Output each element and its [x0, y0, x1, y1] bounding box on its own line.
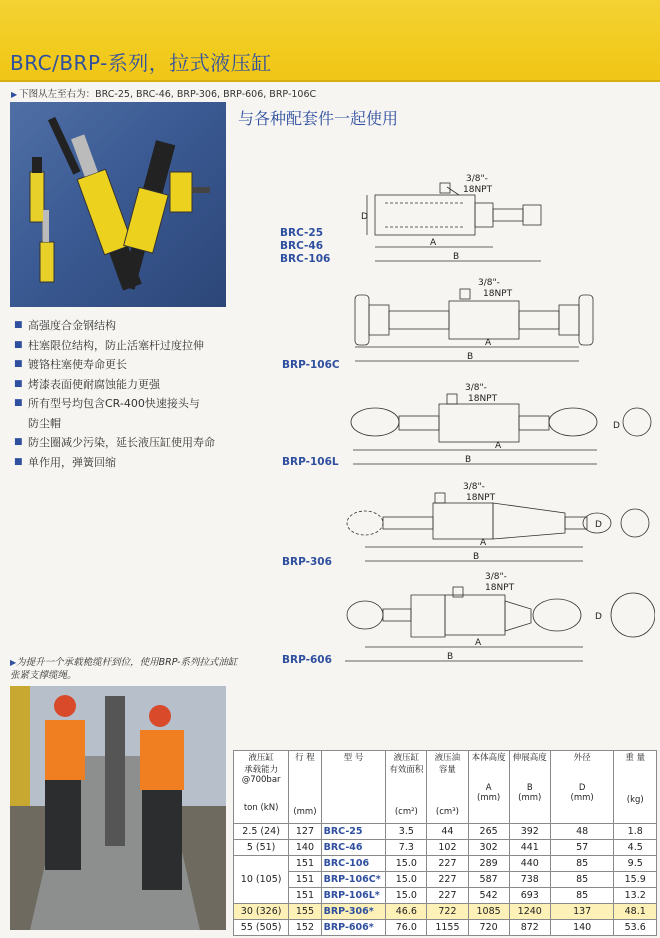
header-band	[0, 0, 660, 82]
page-title: BRC/BRP-系列，拉式液压缸	[10, 51, 272, 75]
feature-item-continued: 防尘帽	[28, 416, 61, 430]
svg-text:18NPT: 18NPT	[466, 493, 496, 503]
svg-text:B: B	[453, 252, 460, 262]
table-row: 30 (326) 155 BRP-306* 46.6 722 1085 1240 137 48.1	[234, 904, 657, 920]
svg-text:A: A	[495, 441, 502, 451]
svg-text:B: B	[467, 352, 474, 362]
caption-text: 下图从左至右为：BRC-25, BRC-46, BRP-306, BRP-606, BRP-106C	[19, 89, 317, 100]
drawing-brp-306	[347, 482, 649, 562]
caption-arrow-icon: ▶	[11, 90, 18, 99]
header-divider	[0, 80, 660, 82]
application-note: ▶为提升一个承载桅缆杆到位，使用BRP-系列拉式油缸张紧支撑缆绳。	[10, 657, 238, 681]
svg-text:D: D	[595, 520, 602, 530]
svg-text:18NPT: 18NPT	[468, 394, 498, 404]
svg-text:3/8"-: 3/8"-	[478, 278, 500, 288]
usage-subheading: 与各种配套件一起使用	[238, 109, 399, 128]
table-row: 151 BRP-106L* 15.0 227 542 693 85 13.2	[234, 888, 657, 904]
bullet-icon: ■	[14, 456, 23, 467]
feature-item: ■ 单作用，弹簧回缩	[14, 453, 244, 473]
photo-caption	[11, 86, 316, 100]
bullet-icon: ■	[14, 320, 23, 330]
svg-text:D: D	[361, 212, 368, 222]
feature-item: ■ 烤漆表面使耐腐蚀能力更强	[14, 375, 244, 395]
bullet-icon: ■	[14, 339, 23, 350]
bullet-icon: ■	[14, 398, 23, 408]
drawing-brp-106l	[351, 383, 651, 465]
table-row: 2.5 (24) 127 BRC-25 3.5 44 265 392 48 1.8	[234, 824, 657, 840]
drawing-brc	[361, 174, 541, 262]
svg-text:D: D	[595, 612, 602, 622]
col-outer-diameter-header: 外径 D (mm)	[550, 751, 614, 824]
svg-text:D: D	[613, 421, 620, 431]
table-row: 55 (505) 152 BRP-606* 76.0 1155 720 872 140 53.6	[234, 920, 657, 936]
table-header-row	[234, 751, 657, 824]
svg-text:A: A	[430, 238, 437, 248]
bullet-icon: ■	[14, 359, 23, 369]
table-row: 10 (105) 151 BRC-106 15.0 227 289 440 85 9.5	[234, 856, 657, 872]
svg-text:18NPT: 18NPT	[483, 289, 513, 299]
technical-drawings	[335, 165, 655, 675]
svg-text:18NPT: 18NPT	[463, 185, 493, 195]
drawing-brp-106c	[355, 278, 593, 362]
col-area-header: 液压缸 有效面积 (cm²)	[386, 751, 427, 824]
label-brc-group: BRC-25 BRC-46 BRC-106	[280, 227, 331, 265]
col-model-header: 型 号	[321, 751, 386, 824]
svg-text:B: B	[465, 455, 472, 465]
col-capacity-header: 液压缸 承载能力 @700bar ton (kN)	[234, 751, 289, 824]
svg-text:3/8"-: 3/8"-	[485, 572, 507, 582]
bullet-icon: ■	[14, 378, 23, 389]
svg-text:A: A	[485, 338, 492, 348]
feature-item: ■ 所有型号均包含CR-400快速接头与	[14, 394, 244, 414]
col-oil-header: 液压油 容量 (cm³)	[427, 751, 468, 824]
feature-item: ■ 防尘圈减少污染，延长液压缸使用寿命	[14, 433, 244, 453]
feature-item: ■ 高强度合金钢结构	[14, 316, 244, 336]
col-body-height-header: 本体高度 A (mm)	[468, 751, 509, 824]
svg-text:3/8"-: 3/8"-	[465, 383, 487, 393]
svg-text:A: A	[480, 538, 487, 548]
col-stroke-header: 行 程 (mm)	[289, 751, 321, 824]
col-weight-header: 重 量 (kg)	[614, 751, 657, 824]
label-brp-106c: BRP-106C	[282, 359, 340, 371]
svg-text:18NPT: 18NPT	[485, 583, 515, 593]
drawing-brp-606	[345, 572, 655, 662]
svg-text:3/8"-: 3/8"-	[463, 482, 485, 492]
note-arrow-icon: ▶	[10, 658, 17, 667]
feature-list	[14, 316, 244, 472]
table-row: 5 (51) 140 BRC-46 7.3 102 302 441 57 4.5	[234, 840, 657, 856]
feature-item: ■ 柱塞限位结构，防止活塞杆过度拉伸	[14, 336, 244, 356]
table-row: 151 BRP-106C* 15.0 227 587 738 85 15.9	[234, 872, 657, 888]
cylinders-photo-illustration	[10, 102, 226, 307]
svg-text:B: B	[447, 652, 454, 662]
label-brp-606: BRP-606	[282, 654, 332, 666]
specification-table	[233, 750, 657, 936]
label-brp-106l: BRP-106L	[282, 456, 339, 468]
svg-text:A: A	[475, 638, 482, 648]
product-photo	[10, 102, 226, 307]
svg-text:B: B	[473, 552, 480, 562]
feature-item: ■ 镀铬柱塞使寿命更长	[14, 355, 244, 375]
svg-text:3/8"-: 3/8"-	[466, 174, 488, 184]
workers-photo-illustration	[10, 686, 226, 930]
label-brp-306: BRP-306	[282, 556, 332, 568]
bullet-icon: ■	[14, 437, 23, 447]
col-extended-height-header: 伸展高度 B (mm)	[509, 751, 550, 824]
field-photo	[10, 686, 226, 930]
